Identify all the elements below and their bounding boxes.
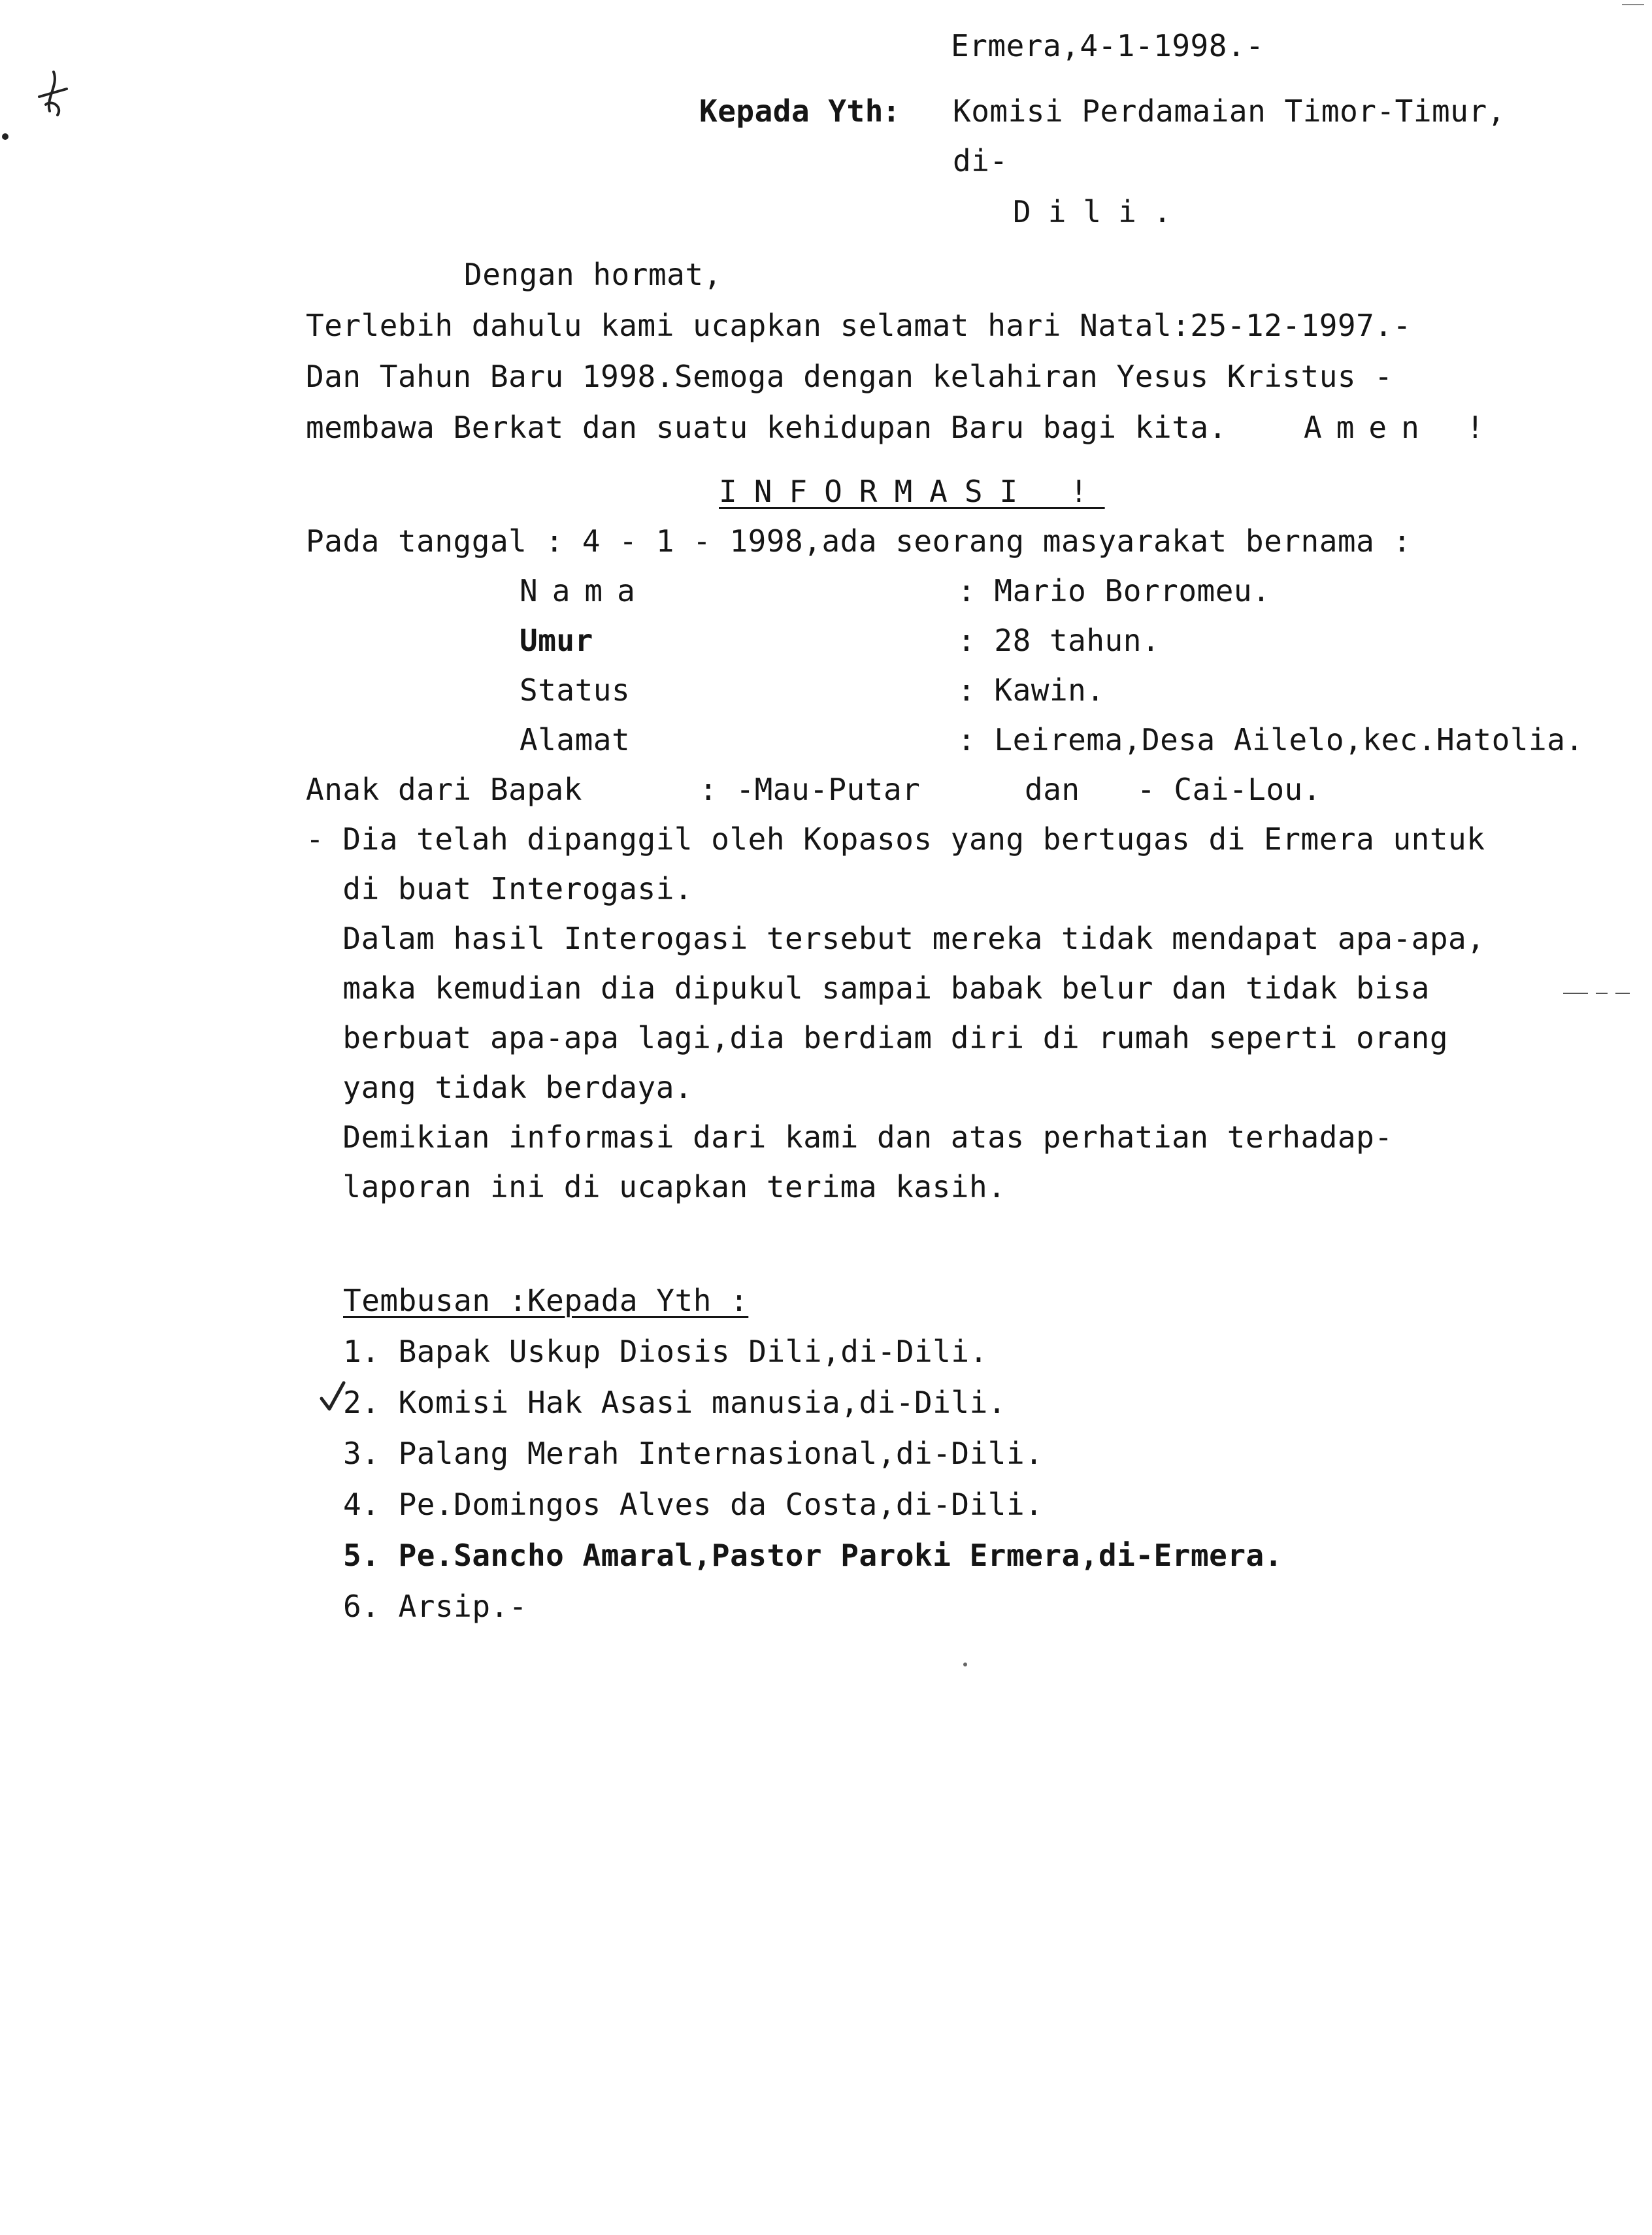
- greeting: Dengan hormat,: [464, 257, 722, 292]
- body-line-1: - Dia telah dipanggil oleh Kopasos yang bertugas di Ermera untuk: [306, 821, 1485, 857]
- cc-item-6: 6. Arsip.-: [343, 1589, 527, 1624]
- checkmark-icon: [319, 1379, 348, 1418]
- age-value: : 28 tahun.: [957, 623, 1161, 658]
- address-to-label: Kepada Yth: [699, 93, 884, 129]
- cc-item-4: 4. Pe.Domingos Alves da Costa,di-Dili.: [343, 1487, 1044, 1522]
- cc-item-3: 3. Palang Merah Internasional,di-Dili.: [343, 1436, 1044, 1471]
- age-label: Umur: [520, 623, 593, 658]
- address-value: : Leirema,Desa Ailelo,kec.Hatolia.: [957, 722, 1584, 757]
- parents-label: Anak dari Bapak: [306, 772, 582, 807]
- parents-father: : -Mau-Putar: [699, 772, 921, 807]
- parents-conj: dan: [1025, 772, 1080, 807]
- scan-dot-icon: [961, 1660, 970, 1669]
- body-line-3: Dalam hasil Interogasi tersebut mereka tidak mendapat apa-apa,: [306, 921, 1485, 956]
- address-label: Alamat: [520, 722, 631, 757]
- cc-item-1: 1. Bapak Uskup Diosis Dili,di-Dili.: [343, 1334, 988, 1369]
- name-label: Nama: [520, 573, 650, 608]
- body-line-6: yang tidak berdaya.: [306, 1070, 693, 1105]
- address-di: di-: [953, 143, 1008, 178]
- status-label: Status: [520, 672, 631, 708]
- body-line-7: Demikian informasi dari kami dan atas perhatian terhadap-: [306, 1119, 1393, 1155]
- scan-edge-icon: [1621, 0, 1647, 9]
- cc-label: Tembusan :Kepada Yth :: [343, 1283, 749, 1318]
- intro-line-3: membawa Berkat dan suatu kehidupan Baru bagi kita.: [306, 410, 1227, 445]
- place-date: Ermera,4-1-1998.-: [951, 28, 1264, 63]
- edge-mark-icon: [0, 127, 13, 147]
- address-colon: :: [882, 93, 901, 129]
- address-recipient: Komisi Perdamaian Timor-Timur,: [953, 93, 1506, 129]
- cc-item-2: 2. Komisi Hak Asasi manusia,di-Dili.: [343, 1385, 1006, 1420]
- amen: Amen !: [1304, 410, 1499, 445]
- parents-mother: - Cai-Lou.: [1137, 772, 1321, 807]
- intro-line-1: Terlebih dahulu kami ucapkan selamat hari Natal:25-12-1997.-: [306, 308, 1412, 343]
- body-line-8: laporan ini di ucapkan terima kasih.: [306, 1169, 1006, 1204]
- body-line-4: maka kemudian dia dipukul sampai babak belur dan tidak bisa: [306, 970, 1430, 1006]
- address-city: Dili.: [1013, 194, 1189, 229]
- name-value: : Mario Borromeu.: [957, 573, 1271, 608]
- status-value: : Kawin.: [957, 672, 1105, 708]
- intro-line-2: Dan Tahun Baru 1998.Semoga dengan kelahiran Yesus Kristus -: [306, 359, 1393, 394]
- section-title: INFORMASI !: [719, 474, 1105, 509]
- scan-dash-icon: [1562, 987, 1634, 1000]
- handwritten-mark-icon: [26, 65, 78, 137]
- cc-item-5: 5. Pe.Sancho Amaral,Pastor Paroki Ermera,di-Ermera.: [343, 1538, 1283, 1573]
- body-line-5: berbuat apa-apa lagi,dia berdiam diri di rumah seperti orang: [306, 1020, 1449, 1055]
- body-line-2: di buat Interogasi.: [306, 871, 693, 906]
- report-intro: Pada tanggal : 4 - 1 - 1998,ada seorang masyarakat bernama :: [306, 523, 1412, 559]
